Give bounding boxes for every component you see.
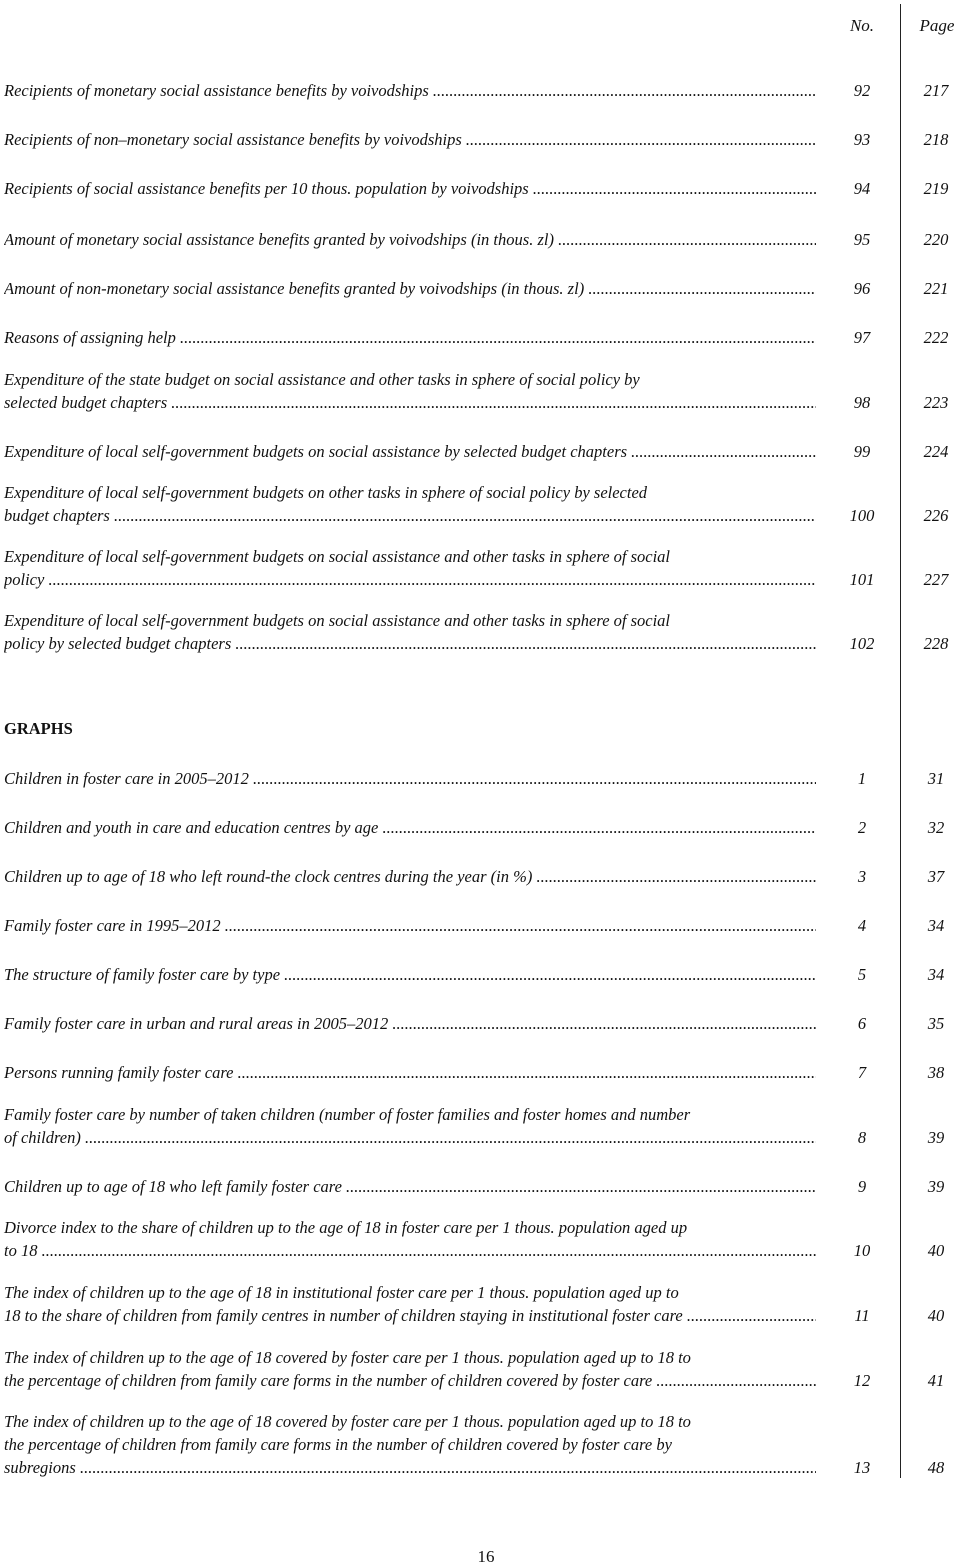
entry-title-line: Recipients of social assistance benefits per 10 thous. population by voivodships ..... <box>4 177 816 200</box>
entry-number: 102 <box>849 634 875 653</box>
entry-title-line: 18 to the share of children from family centres in number of children staying in institutional foster care ..... <box>4 1304 816 1327</box>
entry-number: 8 <box>857 1128 867 1147</box>
entry-number: 2 <box>857 818 867 837</box>
entry-title-line: Amount of monetary social assistance benefits granted by voivodships (in thous. zl) ..... <box>4 228 816 251</box>
entry-title-line: Family foster care in 1995–2012 ..... <box>4 914 816 937</box>
entry-title-line: The structure of family foster care by type ..... <box>4 963 816 986</box>
entry-page: 39 <box>927 1128 945 1147</box>
entry-page: 31 <box>927 769 945 788</box>
entry-title <box>4 326 816 349</box>
entry-title-line: the percentage of children from family care forms in the number of children covered by foster care by <box>4 1435 672 1454</box>
entry-page: 219 <box>923 179 949 198</box>
header-page: Page <box>919 16 955 35</box>
entry-page: 227 <box>923 570 949 589</box>
entry-page: 41 <box>927 1371 945 1390</box>
entry-page: 39 <box>927 1177 945 1196</box>
entry-number: 97 <box>853 328 871 347</box>
entry-page: 32 <box>927 818 945 837</box>
entry-number: 96 <box>853 279 871 298</box>
entry-number: 13 <box>853 1458 871 1477</box>
graphs-heading: GRAPHS <box>4 719 73 738</box>
entry-page: 228 <box>923 634 949 653</box>
header-no: No. <box>849 16 875 35</box>
entry-page: 218 <box>923 130 949 149</box>
entry-title <box>4 1061 816 1084</box>
entry-title <box>4 767 816 790</box>
entry-number: 3 <box>857 867 867 886</box>
entry-page: 34 <box>927 916 945 935</box>
entry-title <box>4 440 816 463</box>
page-number: 16 <box>477 1547 495 1566</box>
entry-title <box>4 1012 816 1035</box>
entry-page: 217 <box>923 81 949 100</box>
entry-number: 9 <box>857 1177 867 1196</box>
entry-title <box>4 481 816 527</box>
entry-title <box>4 1410 816 1479</box>
entry-title <box>4 128 816 151</box>
entry-page: 35 <box>927 1014 945 1033</box>
entry-page: 223 <box>923 393 949 412</box>
entry-number: 1 <box>857 769 867 788</box>
entry-title-line: Children up to age of 18 who left family foster care ..... <box>4 1175 816 1198</box>
entry-title-line: of children) ..... <box>4 1126 816 1149</box>
entry-page: 222 <box>923 328 949 347</box>
entry-number: 92 <box>853 81 871 100</box>
entry-title-line: Expenditure of local self-government budgets on social assistance and other tasks in sphere of social <box>4 547 671 566</box>
entry-title-line: The index of children up to the age of 18 in institutional foster care per 1 thous. population aged up to <box>4 1283 679 1302</box>
entry-page: 37 <box>927 867 945 886</box>
entry-title <box>4 609 816 655</box>
entry-title <box>4 368 816 414</box>
entry-number: 5 <box>857 965 867 984</box>
entry-title-line: Persons running family foster care ..... <box>4 1061 816 1084</box>
entry-number: 10 <box>853 1241 871 1260</box>
entry-title-line: policy by selected budget chapters ..... <box>4 632 816 655</box>
entry-title <box>4 1175 816 1198</box>
entry-title-line: Expenditure of local self-government budgets on social assistance and other tasks in sphere of social <box>4 611 671 630</box>
entry-title-line: selected budget chapters ..... <box>4 391 816 414</box>
entry-title-line: Amount of non-monetary social assistance benefits granted by voivodships (in thous. zl) ..... <box>4 277 816 300</box>
entry-title <box>4 277 816 300</box>
entry-title <box>4 1346 816 1392</box>
entry-title <box>4 228 816 251</box>
entry-title <box>4 1281 816 1327</box>
entry-page: 226 <box>923 506 949 525</box>
entry-title <box>4 177 816 200</box>
entry-title <box>4 1216 816 1262</box>
entry-title-line: Recipients of non–monetary social assistance benefits by voivodships ..... <box>4 128 816 151</box>
entry-page: 38 <box>927 1063 945 1082</box>
entry-title-line: Recipients of monetary social assistance benefits by voivodships ..... <box>4 79 816 102</box>
entry-title-line: Expenditure of the state budget on social assistance and other tasks in sphere of social policy by <box>4 370 640 389</box>
entry-number: 6 <box>857 1014 867 1033</box>
entry-page: 40 <box>927 1306 945 1325</box>
entry-number: 12 <box>853 1371 871 1390</box>
entry-number: 100 <box>849 506 875 525</box>
entry-title-line: Children up to age of 18 who left round-the clock centres during the year (in %) ..... <box>4 865 816 888</box>
entry-page: 220 <box>923 230 949 249</box>
entry-title-line: Children and youth in care and education centres by age ..... <box>4 816 816 839</box>
entry-title-line: The index of children up to the age of 18 covered by foster care per 1 thous. population aged up to 18 to <box>4 1412 691 1431</box>
entry-number: 93 <box>853 130 871 149</box>
entry-title-line: policy ..... <box>4 568 816 591</box>
entry-title-line: budget chapters ..... <box>4 504 816 527</box>
entry-title-line: subregions ..... <box>4 1456 816 1479</box>
entry-title-line: Expenditure of local self-government budgets on other tasks in sphere of social policy by selected <box>4 483 648 502</box>
entry-title <box>4 816 816 839</box>
entry-title <box>4 963 816 986</box>
entry-title <box>4 79 816 102</box>
entry-title-line: The index of children up to the age of 18 covered by foster care per 1 thous. population aged up to 18 to <box>4 1348 691 1367</box>
entry-title-line: Divorce index to the share of children up to the age of 18 in foster care per 1 thous. population aged up <box>4 1218 688 1237</box>
entry-title <box>4 1103 816 1149</box>
entry-page: 34 <box>927 965 945 984</box>
entry-title <box>4 865 816 888</box>
entry-number: 98 <box>853 393 871 412</box>
entry-title-line: the percentage of children from family care forms in the number of children covered by foster care ..... <box>4 1369 816 1392</box>
entry-page: 221 <box>923 279 949 298</box>
entry-title-line: Expenditure of local self-government budgets on social assistance by selected budget chapters ..... <box>4 440 816 463</box>
entry-title-line: Family foster care in urban and rural areas in 2005–2012 ..... <box>4 1012 816 1035</box>
entry-number: 7 <box>857 1063 867 1082</box>
entry-title <box>4 545 816 591</box>
column-divider <box>900 4 901 1478</box>
entry-title-line: Family foster care by number of taken children (number of foster families and foster homes and number <box>4 1105 691 1124</box>
entry-number: 4 <box>857 916 867 935</box>
entry-page: 40 <box>927 1241 945 1260</box>
entry-title-line: Children in foster care in 2005–2012 ..... <box>4 767 816 790</box>
entry-number: 99 <box>853 442 871 461</box>
entry-number: 94 <box>853 179 871 198</box>
entry-title-line: to 18 ..... <box>4 1239 816 1262</box>
entry-title-line: Reasons of assigning help ..... <box>4 326 816 349</box>
entry-page: 48 <box>927 1458 945 1477</box>
entry-number: 101 <box>849 570 875 589</box>
entry-page: 224 <box>923 442 949 461</box>
entry-number: 11 <box>854 1306 870 1325</box>
entry-title <box>4 914 816 937</box>
entry-number: 95 <box>853 230 871 249</box>
